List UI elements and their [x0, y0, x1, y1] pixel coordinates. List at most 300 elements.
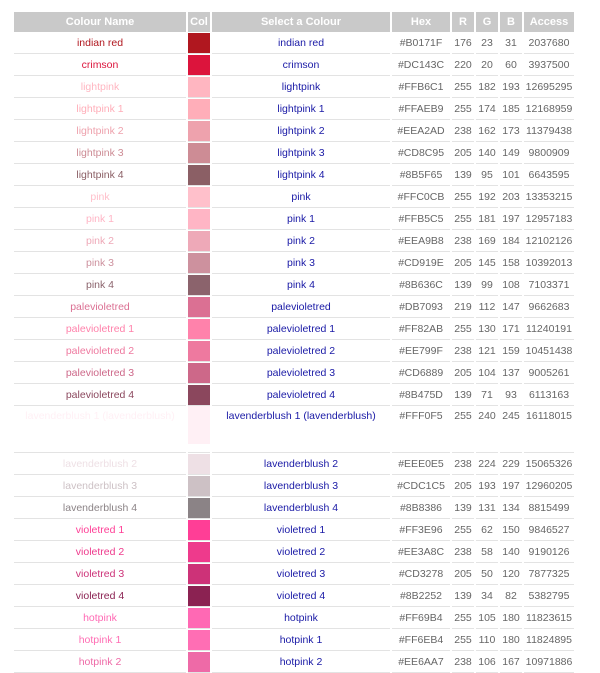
r-value: 205 [452, 563, 474, 585]
g-value: 95 [476, 164, 498, 186]
access-value: 12168959 [524, 98, 574, 120]
hex-value: #FF82AB [392, 318, 450, 340]
r-value: 255 [452, 519, 474, 541]
select-colour-link[interactable]: crimson [282, 58, 320, 71]
select-colour-cell [212, 274, 390, 296]
b-value: 193 [500, 76, 522, 98]
access-value: 8815499 [524, 497, 574, 519]
select-colour-cell [212, 541, 390, 563]
r-value: 205 [452, 252, 474, 274]
b-value: 137 [500, 362, 522, 384]
select-colour-cell [212, 340, 390, 362]
colour-swatch [188, 652, 210, 672]
select-colour-cell [212, 607, 390, 629]
header-g: G [476, 12, 498, 32]
swatch-cell [188, 230, 210, 252]
colour-swatch [188, 341, 210, 361]
g-value: 169 [476, 230, 498, 252]
colour-swatch [188, 454, 210, 474]
swatch-cell [188, 453, 210, 475]
swatch-cell [188, 651, 210, 673]
r-value: 139 [452, 585, 474, 607]
select-colour-cell [212, 230, 390, 252]
table-row [14, 186, 574, 208]
b-value: 134 [500, 497, 522, 519]
swatch-cell [188, 497, 210, 519]
g-value: 145 [476, 252, 498, 274]
g-value: 131 [476, 497, 498, 519]
g-value: 104 [476, 362, 498, 384]
header-r: R [452, 12, 474, 32]
hex-value: #FF3E96 [392, 519, 450, 541]
r-value: 139 [452, 384, 474, 406]
access-value: 10451438 [524, 340, 574, 362]
access-value: 13353215 [524, 186, 574, 208]
colour-name: palevioletred 3 [14, 362, 186, 384]
colour-swatch [188, 385, 210, 405]
access-value: 5382795 [524, 585, 574, 607]
swatch-cell [188, 607, 210, 629]
b-value: 120 [500, 563, 522, 585]
select-colour-cell [212, 362, 390, 384]
header-row [14, 12, 574, 32]
colour-swatch [188, 406, 210, 444]
r-value: 205 [452, 142, 474, 164]
select-colour-link[interactable]: violetred 2 [276, 545, 326, 558]
swatch-cell [188, 120, 210, 142]
swatch-cell [188, 318, 210, 340]
b-value: 173 [500, 120, 522, 142]
colour-swatch [188, 187, 210, 207]
hex-value: #8B2252 [392, 585, 450, 607]
b-value: 185 [500, 98, 522, 120]
colour-swatch [188, 608, 210, 628]
r-value: 139 [452, 164, 474, 186]
colour-swatch [188, 231, 210, 251]
hex-value: #EE799F [392, 340, 450, 362]
access-value: 6113163 [524, 384, 574, 406]
select-colour-cell [212, 32, 390, 54]
select-colour-link[interactable]: pink 3 [286, 256, 316, 269]
select-colour-cell [212, 54, 390, 76]
colour-name: lightpink [14, 76, 186, 98]
select-colour-link[interactable]: pink [291, 190, 311, 203]
header-select-colour: Select a Colour [212, 12, 390, 32]
access-value: 2037680 [524, 32, 574, 54]
swatch-cell [188, 384, 210, 406]
swatch-cell [188, 54, 210, 76]
swatch-cell [188, 76, 210, 98]
swatch-cell [188, 585, 210, 607]
access-value: 11379438 [524, 120, 574, 142]
colour-swatch [188, 630, 210, 650]
hex-value: #FFF0F5 [392, 406, 450, 453]
select-colour-cell [212, 76, 390, 98]
g-value: 182 [476, 76, 498, 98]
swatch-cell [188, 519, 210, 541]
g-value: 20 [476, 54, 498, 76]
select-colour-cell [212, 585, 390, 607]
table-row [14, 76, 574, 98]
table-row [14, 274, 574, 296]
hex-value: #EEE0E5 [392, 453, 450, 475]
hex-value: #FF6EB4 [392, 629, 450, 651]
r-value: 238 [452, 120, 474, 142]
g-value: 112 [476, 296, 498, 318]
colour-name: hotpink 2 [14, 651, 186, 673]
select-colour-link[interactable]: violetred 1 [276, 523, 326, 536]
r-value: 255 [452, 629, 474, 651]
g-value: 105 [476, 607, 498, 629]
colour-name: pink 1 [14, 208, 186, 230]
colour-name: violetred 1 [14, 519, 186, 541]
select-colour-cell [212, 406, 390, 453]
b-value: 184 [500, 230, 522, 252]
colour-swatch [188, 297, 210, 317]
b-value: 197 [500, 475, 522, 497]
hex-value: #8B5F65 [392, 164, 450, 186]
colour-swatch [188, 498, 210, 518]
colour-name: lavenderblush 3 [14, 475, 186, 497]
g-value: 140 [476, 142, 498, 164]
swatch-cell [188, 32, 210, 54]
hex-value: #FFB5C5 [392, 208, 450, 230]
table-row [14, 208, 574, 230]
select-colour-link[interactable]: lavenderblush 2 [263, 457, 339, 470]
table-row [14, 384, 574, 406]
access-value: 9005261 [524, 362, 574, 384]
access-value: 9846527 [524, 519, 574, 541]
select-colour-cell [212, 519, 390, 541]
hex-value: #CD6889 [392, 362, 450, 384]
swatch-cell [188, 340, 210, 362]
r-value: 219 [452, 296, 474, 318]
b-value: 140 [500, 541, 522, 563]
table-row [14, 120, 574, 142]
access-value: 10392013 [524, 252, 574, 274]
g-value: 240 [476, 406, 498, 453]
select-colour-link[interactable]: lightpink [281, 80, 321, 93]
colour-name: palevioletred 1 [14, 318, 186, 340]
colour-name: lightpink 4 [14, 164, 186, 186]
colour-name: pink 3 [14, 252, 186, 274]
table-row [14, 340, 574, 362]
hex-value: #FFAEB9 [392, 98, 450, 120]
g-value: 192 [476, 186, 498, 208]
select-colour-link[interactable]: palevioletred 3 [266, 366, 336, 379]
table-row [14, 318, 574, 340]
select-colour-link[interactable]: pink 1 [286, 212, 316, 225]
access-value: 11824895 [524, 629, 574, 651]
b-value: 82 [500, 585, 522, 607]
hex-value: #FF69B4 [392, 607, 450, 629]
select-colour-link[interactable]: hotpink 2 [279, 655, 323, 668]
colour-swatch [188, 165, 210, 185]
select-colour-cell [212, 186, 390, 208]
select-colour-link[interactable]: palevioletred 1 [266, 322, 336, 335]
hex-value: #CDC1C5 [392, 475, 450, 497]
b-value: 150 [500, 519, 522, 541]
hex-value: #8B8386 [392, 497, 450, 519]
colour-swatch [188, 319, 210, 339]
hex-value: #CD3278 [392, 563, 450, 585]
select-colour-link[interactable]: lightpink 4 [277, 168, 325, 181]
g-value: 23 [476, 32, 498, 54]
select-colour-cell [212, 453, 390, 475]
g-value: 62 [476, 519, 498, 541]
access-value: 12957183 [524, 208, 574, 230]
header-colour-name: Colour Name [14, 12, 186, 32]
select-colour-cell [212, 384, 390, 406]
access-value: 7877325 [524, 563, 574, 585]
swatch-cell [188, 208, 210, 230]
g-value: 110 [476, 629, 498, 651]
swatch-cell [188, 563, 210, 585]
table-row [14, 296, 574, 318]
table-row [14, 651, 574, 673]
header-hex: Hex [392, 12, 450, 32]
colour-swatch [188, 542, 210, 562]
table-row [14, 563, 574, 585]
colour-swatch [188, 586, 210, 606]
colour-swatch [188, 476, 210, 496]
select-colour-cell [212, 497, 390, 519]
g-value: 162 [476, 120, 498, 142]
swatch-cell [188, 475, 210, 497]
b-value: 101 [500, 164, 522, 186]
b-value: 203 [500, 186, 522, 208]
table-row [14, 32, 574, 54]
select-colour-cell [212, 120, 390, 142]
g-value: 181 [476, 208, 498, 230]
colour-swatch [188, 275, 210, 295]
colour-name: violetred 3 [14, 563, 186, 585]
colour-swatch [188, 520, 210, 540]
colour-name: violetred 2 [14, 541, 186, 563]
colour-name: pink 4 [14, 274, 186, 296]
swatch-cell [188, 362, 210, 384]
colour-name: lightpink 3 [14, 142, 186, 164]
hex-value: #EE3A8C [392, 541, 450, 563]
access-value: 12102126 [524, 230, 574, 252]
r-value: 255 [452, 98, 474, 120]
r-value: 255 [452, 318, 474, 340]
select-colour-link[interactable]: palevioletred [271, 300, 331, 313]
b-value: 229 [500, 453, 522, 475]
select-colour-link[interactable]: violetred 4 [276, 589, 326, 602]
r-value: 255 [452, 406, 474, 453]
table-row [14, 164, 574, 186]
select-colour-link[interactable]: hotpink [284, 611, 318, 624]
select-colour-cell [212, 318, 390, 340]
colour-name: lavenderblush 2 [14, 453, 186, 475]
access-value: 9800909 [524, 142, 574, 164]
r-value: 205 [452, 475, 474, 497]
select-colour-link[interactable]: pink 2 [286, 234, 316, 247]
hex-value: #EEA9B8 [392, 230, 450, 252]
r-value: 139 [452, 497, 474, 519]
r-value: 139 [452, 274, 474, 296]
r-value: 255 [452, 208, 474, 230]
b-value: 158 [500, 252, 522, 274]
b-value: 108 [500, 274, 522, 296]
b-value: 245 [500, 406, 522, 453]
table-row [14, 98, 574, 120]
colour-swatch [188, 143, 210, 163]
select-colour-link[interactable]: lavenderblush 4 [263, 501, 339, 514]
colour-swatch [188, 77, 210, 97]
access-value: 16118015 [524, 406, 574, 453]
colour-name: lavenderblush 4 [14, 497, 186, 519]
table-row [14, 541, 574, 563]
swatch-cell [188, 98, 210, 120]
colour-swatch [188, 99, 210, 119]
hex-value: #FFC0CB [392, 186, 450, 208]
colour-name: pink [14, 186, 186, 208]
table-row [14, 585, 574, 607]
colour-name: indian red [14, 32, 186, 54]
swatch-cell [188, 541, 210, 563]
b-value: 197 [500, 208, 522, 230]
select-colour-link[interactable]: lightpink 3 [277, 146, 325, 159]
select-colour-link[interactable]: lightpink 1 [277, 102, 325, 115]
b-value: 60 [500, 54, 522, 76]
access-value: 6643595 [524, 164, 574, 186]
swatch-cell [188, 252, 210, 274]
r-value: 176 [452, 32, 474, 54]
colour-swatch [188, 253, 210, 273]
r-value: 205 [452, 362, 474, 384]
colour-swatch [188, 121, 210, 141]
access-value: 11240191 [524, 318, 574, 340]
access-value: 12695295 [524, 76, 574, 98]
b-value: 180 [500, 629, 522, 651]
swatch-cell [188, 142, 210, 164]
access-value: 10971886 [524, 651, 574, 673]
select-colour-cell [212, 252, 390, 274]
hex-value: #8B475D [392, 384, 450, 406]
hex-value: #DC143C [392, 54, 450, 76]
g-value: 50 [476, 563, 498, 585]
colour-name: pink 2 [14, 230, 186, 252]
g-value: 193 [476, 475, 498, 497]
g-value: 106 [476, 651, 498, 673]
b-value: 93 [500, 384, 522, 406]
colour-name: lavenderblush 1 (lavenderblush) [14, 406, 186, 453]
b-value: 171 [500, 318, 522, 340]
select-colour-link[interactable]: lightpink 2 [277, 124, 325, 137]
select-colour-cell [212, 475, 390, 497]
select-colour-cell [212, 98, 390, 120]
b-value: 159 [500, 340, 522, 362]
access-value: 15065326 [524, 453, 574, 475]
colour-swatch [188, 33, 210, 53]
select-colour-link[interactable]: palevioletred 2 [266, 344, 336, 357]
select-colour-link[interactable]: hotpink 1 [279, 633, 323, 646]
colour-name: hotpink 1 [14, 629, 186, 651]
g-value: 71 [476, 384, 498, 406]
access-value: 7103371 [524, 274, 574, 296]
hex-value: #EE6AA7 [392, 651, 450, 673]
select-colour-cell [212, 142, 390, 164]
g-value: 121 [476, 340, 498, 362]
table-row [14, 453, 574, 475]
g-value: 174 [476, 98, 498, 120]
r-value: 238 [452, 651, 474, 673]
table-row [14, 475, 574, 497]
access-value: 9190126 [524, 541, 574, 563]
select-colour-link[interactable]: violetred 3 [276, 567, 326, 580]
select-colour-cell [212, 651, 390, 673]
r-value: 255 [452, 76, 474, 98]
colour-name: lightpink 2 [14, 120, 186, 142]
select-colour-link[interactable]: pink 4 [286, 278, 316, 291]
swatch-cell [188, 164, 210, 186]
colour-table [12, 12, 576, 673]
b-value: 167 [500, 651, 522, 673]
table-row [14, 230, 574, 252]
hex-value: #EEA2AD [392, 120, 450, 142]
table-row [14, 607, 574, 629]
g-value: 34 [476, 585, 498, 607]
colour-name: palevioletred [14, 296, 186, 318]
r-value: 238 [452, 453, 474, 475]
g-value: 224 [476, 453, 498, 475]
swatch-cell [188, 406, 210, 453]
select-colour-link[interactable]: lavenderblush 3 [263, 479, 339, 492]
table-row [14, 54, 574, 76]
colour-name: palevioletred 4 [14, 384, 186, 406]
hex-value: #DB7093 [392, 296, 450, 318]
b-value: 147 [500, 296, 522, 318]
g-value: 130 [476, 318, 498, 340]
colour-name: lightpink 1 [14, 98, 186, 120]
header-access: Access [524, 12, 574, 32]
select-colour-link[interactable]: palevioletred 4 [266, 388, 336, 401]
colour-swatch [188, 363, 210, 383]
r-value: 238 [452, 230, 474, 252]
swatch-cell [188, 274, 210, 296]
select-colour-cell [212, 208, 390, 230]
table-row [14, 406, 574, 453]
colour-name: violetred 4 [14, 585, 186, 607]
access-value: 3937500 [524, 54, 574, 76]
header-b: B [500, 12, 522, 32]
colour-swatch [188, 564, 210, 584]
table-row [14, 497, 574, 519]
colour-swatch [188, 55, 210, 75]
hex-value: #CD919E [392, 252, 450, 274]
colour-name: palevioletred 2 [14, 340, 186, 362]
select-colour-link[interactable]: lavenderblush 1 (lavenderblush) [226, 410, 376, 422]
swatch-cell [188, 186, 210, 208]
r-value: 255 [452, 186, 474, 208]
b-value: 149 [500, 142, 522, 164]
access-value: 12960205 [524, 475, 574, 497]
hex-value: #FFB6C1 [392, 76, 450, 98]
header-col: Col [188, 12, 210, 32]
colour-name: hotpink [14, 607, 186, 629]
hex-value: #8B636C [392, 274, 450, 296]
table-row [14, 142, 574, 164]
colour-swatch [188, 209, 210, 229]
r-value: 255 [452, 607, 474, 629]
access-value: 9662683 [524, 296, 574, 318]
hex-value: #B0171F [392, 32, 450, 54]
r-value: 220 [452, 54, 474, 76]
select-colour-link[interactable]: indian red [277, 36, 325, 49]
select-colour-cell [212, 563, 390, 585]
